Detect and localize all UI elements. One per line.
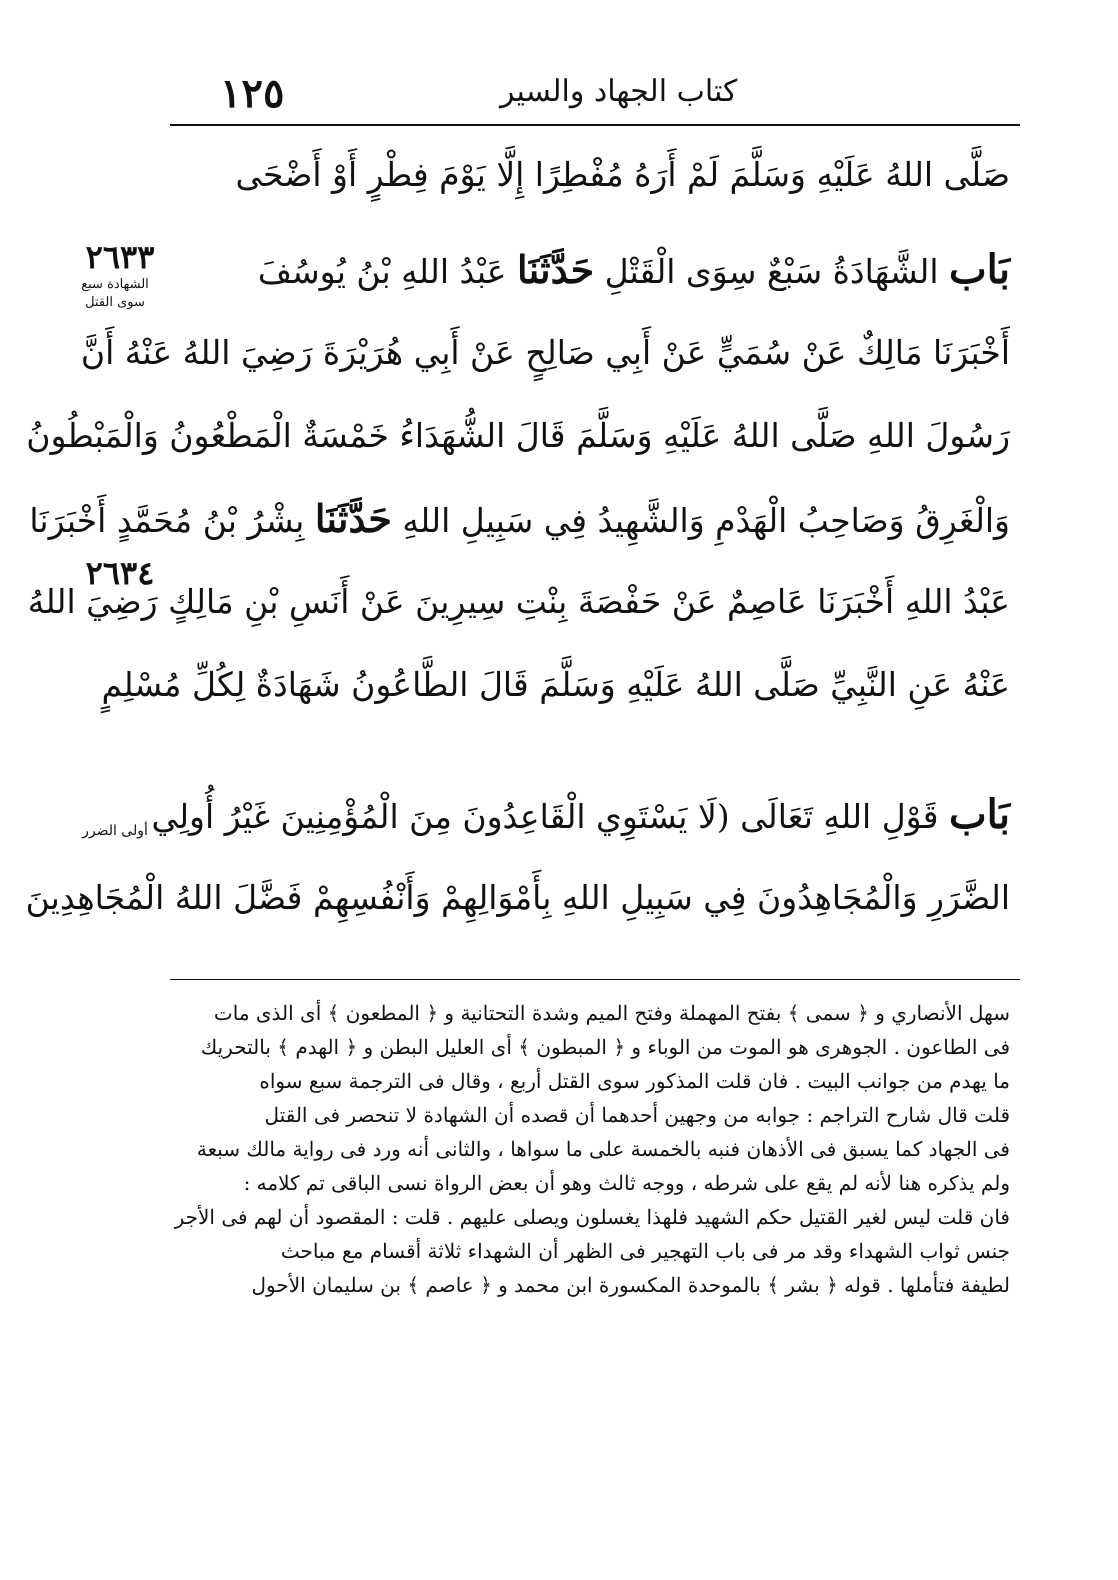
chapter-marker-line: الشهادة سبع [81,277,149,292]
footnote-line: فى الطاعون . الجوهرى هو الموت من الوباء و ﴿ المبطون ﴾ أى العليل البطن و ﴿ الهدم ﴾ بالتحريك [200,1035,1010,1059]
chapter-heading-line [180,240,1010,300]
footnote-line: فان قلت ليس لغير القتيل حكم الشهيد فلهذا يغسلون ويصلى عليهم . قلت : المقصود أن لهم فى الأجر [174,1205,1010,1229]
page-header [170,68,1020,126]
text-line: عَنْهُ عَنِ النَّبِيِّ صَلَّى اللهُ عَلَيْهِ وَسَلَّمَ قَالَ الطَّاعُونُ شَهَادَةٌ لِكُلِّ مُسْلِمٍ [101,665,1010,704]
narrator-name: عَبْدُ اللهِ بْنُ يُوسُفَ [257,252,507,291]
footnote-line: قلت قال شارح التراجم : جوابه من وجهين أحدهما أن قصده أن الشهادة لا تنحصر فى القتل [264,1103,1010,1127]
bab-label: بَاب [949,246,1010,293]
text-line: عَبْدُ اللهِ أَخْبَرَنَا عَاصِمٌ عَنْ حَفْصَةَ بِنْتِ سِيرِينَ عَنْ أَنَسِ بْنِ مَالِكٍ رَضِيَ اللهُ [27,582,1010,621]
footnote-separator [170,979,1020,980]
chapter-title: قَوْلِ اللهِ تَعَالَى (لَا يَسْتَوِي الْقَاعِدُونَ مِنَ الْمُؤْمِنِينَ غَيْرُ أُولِي [151,797,939,836]
haddathana-label: حَدَّثَنَا [314,496,392,541]
text-line: أَخْبَرَنَا مَالِكٌ عَنْ سُمَيٍّ عَنْ أَبِي صَالِحٍ عَنْ أَبِي هُرَيْرَةَ رَضِيَ اللهُ عَنْهُ أَنَّ [80,333,1010,372]
text-line: الضَّرَرِ وَالْمُجَاهِدُونَ فِي سَبِيلِ اللهِ بِأَمْوَالِهِمْ وَأَنْفُسِهِمْ فَضَّلَ اللهُ الْمُجَاهِدِينَ [25,878,1010,917]
chapter-marker-line: سوى القتل [85,295,145,310]
footnote-line: ما يهدم من جوانب البيت . فان قلت المذكور سوى القتل أربع ، وقال فى الترجمة سبع سواه [259,1069,1010,1093]
text-line: صَلَّى اللهُ عَلَيْهِ وَسَلَّمَ لَمْ أَرَهُ مُفْطِرًا إِلَّا يَوْمَ فِطْرٍ أَوْ أَضْحَى [235,155,1010,194]
chapter-heading-line [151,785,1010,845]
chapter-marker-1 [60,276,170,312]
running-head-title: كتاب الجهاد والسير [500,74,738,109]
text-line [29,489,1010,549]
footnote-line: فى الجهاد كما يسبق فى الأذهان فنبه بالخمسة على ما سواها ، والثانى أنه ورد فى رواية مالك سبعة [196,1137,1010,1161]
haddathana-label: حَدَّثَنَا [517,247,595,292]
hadith-number: ٢٦٣٣ [85,238,155,276]
narrator-name: بِشْرُ بْنُ مُحَمَّدٍ أَخْبَرَنَا [29,501,305,540]
chapter-marker-2: أولى الضرر [82,823,148,839]
chapter-title: الشَّهَادَةُ سَبْعٌ سِوَى الْقَتْلِ [604,252,939,291]
hadith-number: ٢٦٣٤ [85,554,155,592]
footnote-line: سهل الأنصاري و ﴿ سمى ﴾ بفتح المهملة وفتح الميم وشدة التحتانية و ﴿ المطعون ﴾ أى الذى مات [213,1001,1010,1025]
footnote-line: جنس ثواب الشهداء وقد مر فى باب التهجير فى الظهر أن الشهداء ثلاثة أقسام مع مباحث [280,1239,1010,1263]
header-rule [170,124,1020,126]
text-segment: وَالْغَرِقُ وَصَاحِبُ الْهَدْمِ وَالشَّهِيدُ فِي سَبِيلِ اللهِ [402,501,1010,540]
page-number: ١٢٥ [220,70,285,117]
footnote-line: لطيفة فتأملها . قوله ﴿ بشر ﴾ بالموحدة المكسورة ابن محمد و ﴿ عاصم ﴾ بن سليمان الأحول [251,1273,1010,1297]
footnote-line: ولم يذكره هنا لأنه لم يقع على شرطه ، ووجه ثالث وهو أن بعض الرواة نسى الباقى تم كلامه : [243,1171,1010,1195]
bab-label: بَاب [949,791,1010,838]
text-line: رَسُولَ اللهِ صَلَّى اللهُ عَلَيْهِ وَسَلَّمَ قَالَ الشُّهَدَاءُ خَمْسَةٌ الْمَطْعُونُ وَالْمَبْطُونُ [26,416,1010,455]
